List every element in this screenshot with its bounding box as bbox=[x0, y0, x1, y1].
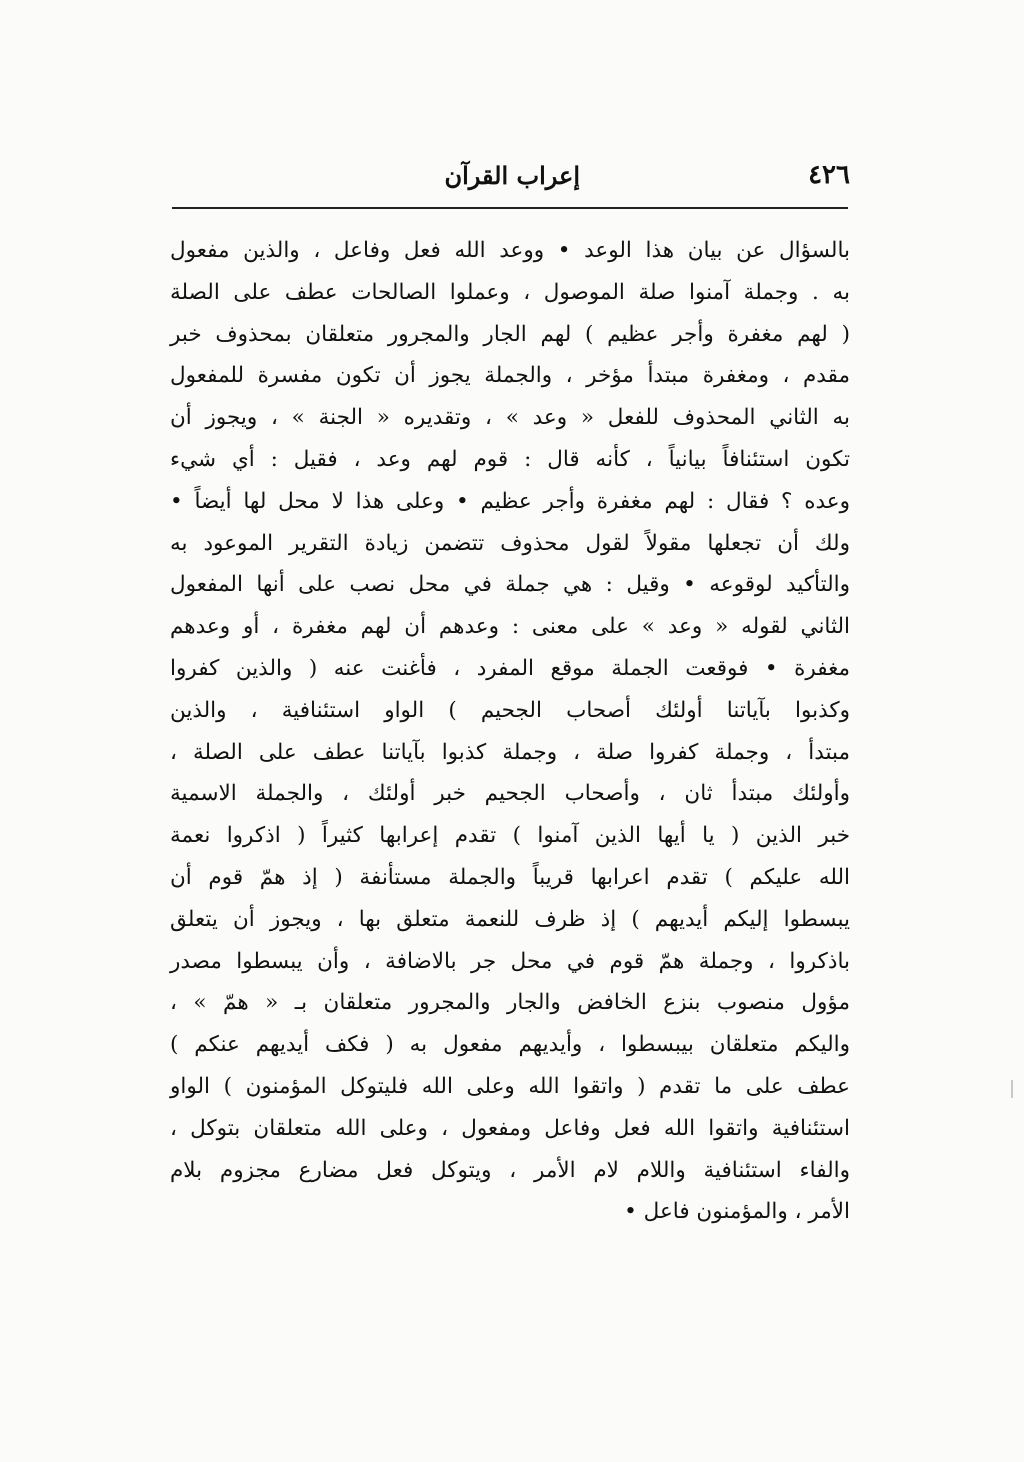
text-line: وعده ؟ فقال : لهم مغفرة وأجر عظيم • وعلى هذا لا محل لها أيضاً • bbox=[170, 488, 850, 514]
header-rule bbox=[172, 207, 848, 209]
text-line: بالسؤال عن بيان هذا الوعد • ووعد الله فعل وفاعل ، والذين مفعول bbox=[170, 238, 850, 263]
text-line-last: الأمر ، والمؤمنون فاعل • bbox=[624, 1199, 850, 1225]
text-line: تكون استئنافاً بيانياً ، كأنه قال : قوم لهم وعد ، فقيل : أي شيء bbox=[170, 446, 850, 472]
text-line: باذكروا ، وجملة همّ قوم في محل جر بالاضافة ، وأن يبسطوا مصدر bbox=[170, 948, 850, 974]
text-line: ( لهم مغفرة وأجر عظيم ) لهم الجار والمجرور متعلقان بمحذوف خبر bbox=[170, 321, 850, 347]
text-line: الثاني لقوله « وعد » على معنى : وعدهم أن لهم مغفرة ، أو وعدهم bbox=[170, 614, 850, 640]
page-header bbox=[170, 150, 850, 200]
text-line: ولك أن تجعلها مقولاً لقول محذوف تتضمن زيادة التقرير الموعود به bbox=[170, 530, 850, 556]
text-line: مقدم ، ومغفرة مبتدأ مؤخر ، والجملة يجوز أن تكون مفسرة للمفعول bbox=[170, 363, 850, 389]
running-title: إعراب القرآن bbox=[444, 161, 580, 190]
text-line: وأولئك مبتدأ ثان ، وأصحاب الجحيم خبر أولئك ، والجملة الاسمية bbox=[170, 781, 850, 807]
scan-margin-mark bbox=[1011, 1080, 1013, 1098]
body-text bbox=[170, 230, 850, 1233]
page-number: ٤٢٦ bbox=[808, 160, 850, 190]
text-line: مؤول منصوب بنزع الخافض والجار والمجرور متعلقان بـ « همّ » ، bbox=[170, 990, 850, 1016]
text-line: استئنافية واتقوا الله فعل وفاعل ومفعول ، وعلى الله متعلقان بتوكل ، bbox=[170, 1115, 850, 1141]
text-line: والتأكيد لوقوعه • وقيل : هي جملة في محل نصب على أنها المفعول bbox=[170, 572, 850, 598]
text-line: الله عليكم ) تقدم اعرابها قريباً والجملة مستأنفة ( إذ همّ قوم أن bbox=[170, 864, 850, 890]
text-line: يبسطوا إليكم أيديهم ) إذ ظرف للنعمة متعلق بها ، ويجوز أن يتعلق bbox=[170, 906, 850, 932]
text-line: واليكم متعلقان بيبسطوا ، وأيديهم مفعول به ( فكف أيديهم عنكم ) bbox=[170, 1032, 850, 1058]
text-line: والفاء استئنافية واللام لام الأمر ، ويتوكل فعل مضارع مجزوم بلام bbox=[170, 1157, 850, 1183]
text-line: عطف على ما تقدم ( واتقوا الله وعلى الله فليتوكل المؤمنون ) الواو bbox=[170, 1073, 850, 1099]
text-line: خبر الذين ( يا أيها الذين آمنوا ) تقدم إعرابها كثيراً ( اذكروا نعمة bbox=[170, 823, 850, 849]
text-line: مغفرة • فوقعت الجملة موقع المفرد ، فأغنت عنه ( والذين كفروا bbox=[170, 655, 850, 681]
text-line: به . وجملة آمنوا صلة الموصول ، وعملوا الصالحات عطف على الصلة bbox=[170, 279, 850, 305]
text-line: وكذبوا بآياتنا أولئك أصحاب الجحيم ) الواو استئنافية ، والذين bbox=[170, 697, 850, 723]
text-line: مبتدأ ، وجملة كفروا صلة ، وجملة كذبوا بآياتنا عطف على الصلة ، bbox=[170, 739, 850, 765]
text-line: به الثاني المحذوف للفعل « وعد » ، وتقديره « الجنة » ، ويجوز أن bbox=[170, 405, 850, 431]
